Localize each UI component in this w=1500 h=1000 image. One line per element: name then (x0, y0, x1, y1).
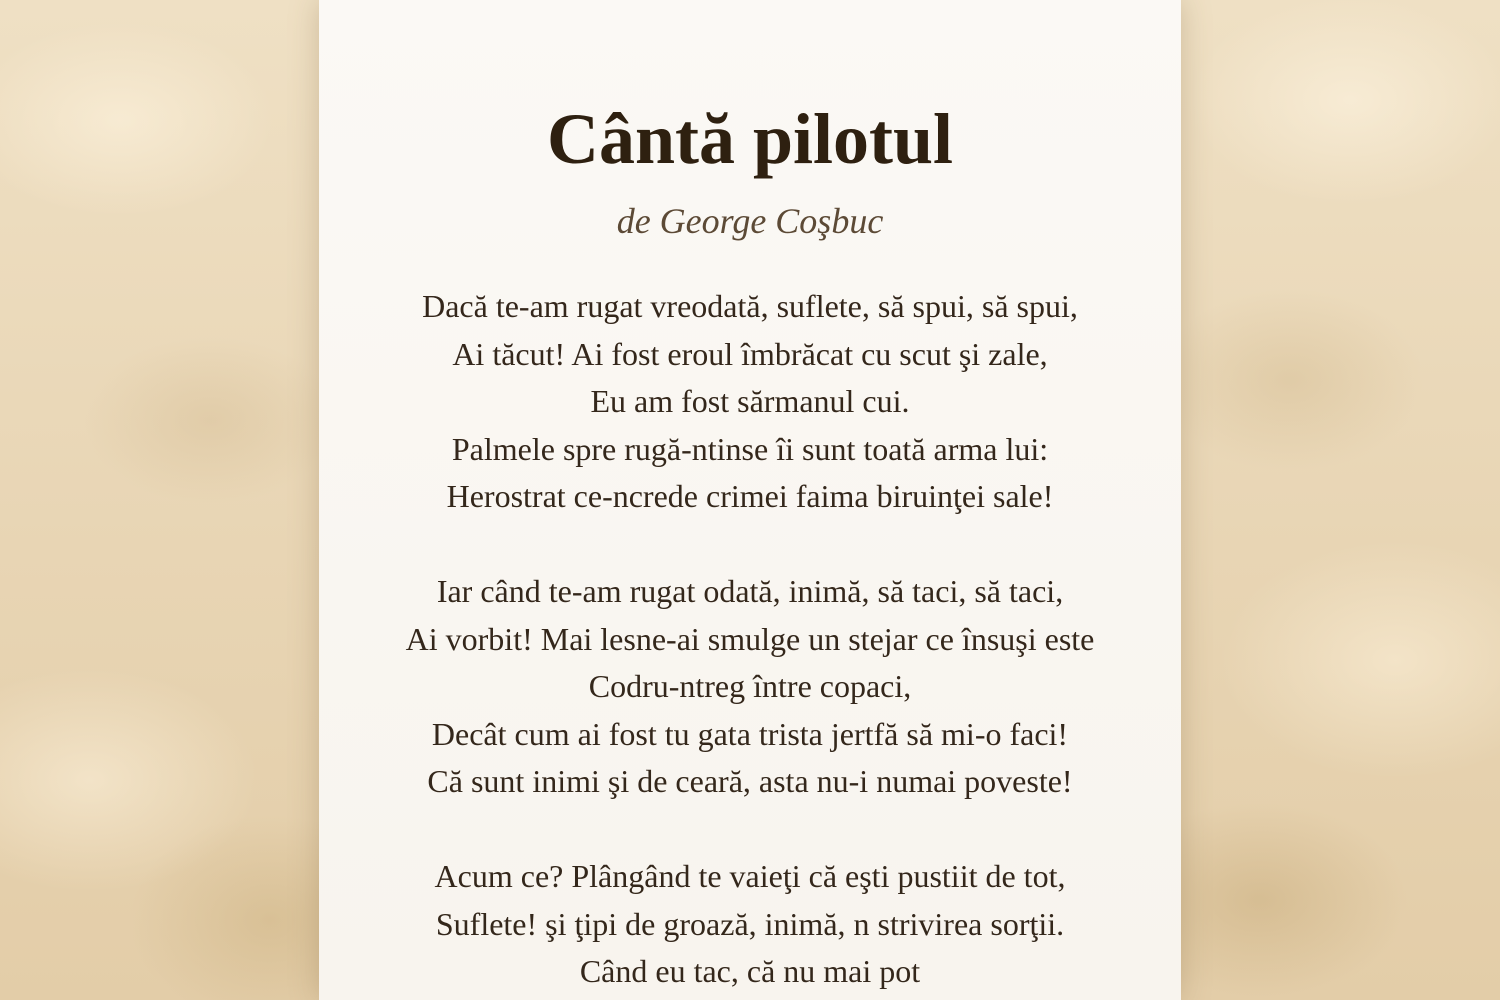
verse-line: Ai tăcut! Ai fost eroul îmbrăcat cu scut şi zale, (452, 335, 1048, 372)
verse-line: Eu am fost sărmanul cui. (590, 383, 910, 419)
verse-line: Herostrat ce-ncrede crimei faima biruinţei sale! (446, 478, 1054, 514)
stanza (319, 853, 1181, 996)
verse-line: Suflete! şi ţipi de groază, inimă, n strivirea sorţii. (435, 905, 1065, 942)
verse-line: Iar când te-am rugat odată, inimă, să taci, să taci, (436, 573, 1064, 609)
stanza (319, 283, 1181, 521)
verse-line: Dacă te-am rugat vreodată, suflete, să spui, să spui, (422, 288, 1078, 324)
verse-line: Când eu tac, că nu mai pot (579, 953, 921, 989)
verse-line: Că sunt inimi şi de ceară, asta nu-i numai poveste! (427, 763, 1073, 799)
verse-line: Decât cum ai fost tu gata trista jertfă să mi-o faci! (431, 715, 1069, 752)
poem-body (319, 242, 1181, 996)
verse-line: Palmele spre rugă-ntinse îi sunt toată arma lui: (451, 430, 1049, 467)
poem-title: Cântă pilotul (546, 99, 954, 179)
stanza (319, 568, 1181, 806)
poem-author: de George Coşbuc (616, 201, 884, 241)
verse-line: Acum ce? Plângând te vaieţi că eşti pustiit de tot, (434, 858, 1066, 894)
verse-line: Ai vorbit! Mai lesne-ai smulge un stejar ce însuşi este (405, 620, 1095, 657)
verse-line: Codru-ntreg între copaci, (588, 668, 912, 704)
poem-page (319, 0, 1181, 1000)
